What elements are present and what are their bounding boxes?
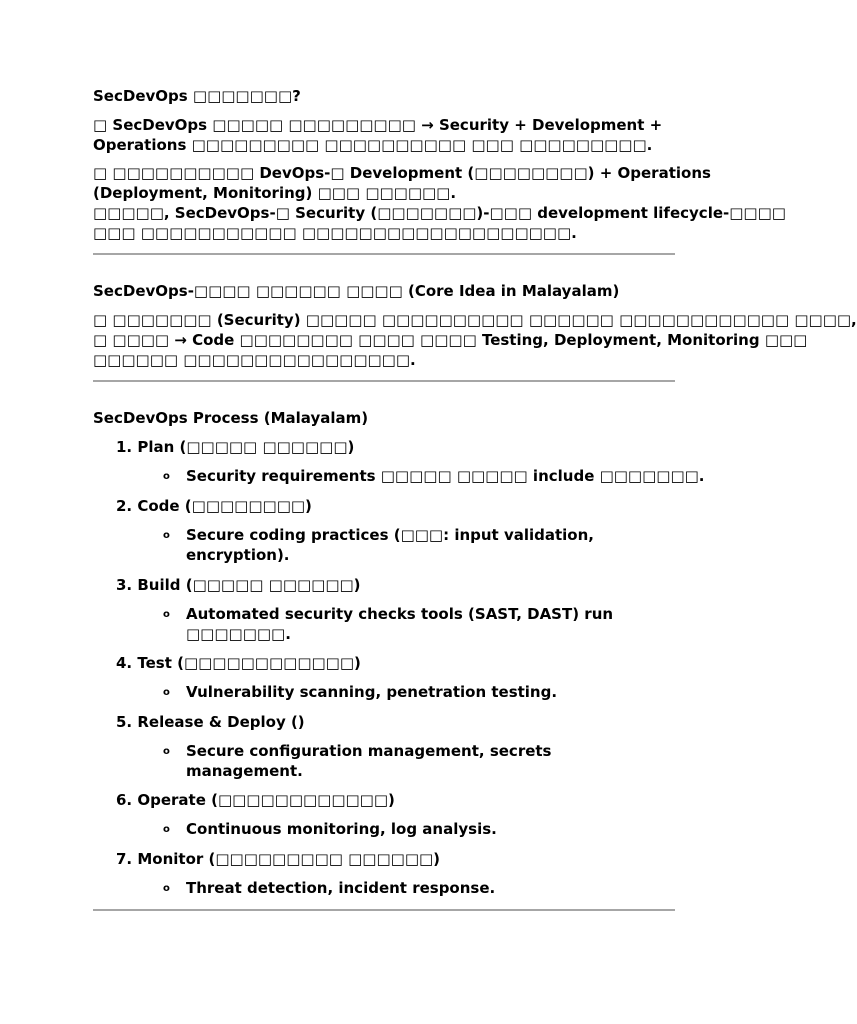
bullet-marker: o: [163, 824, 170, 835]
step-6-detail: [186, 819, 675, 839]
divider: [93, 380, 675, 382]
section1-p2-line3: □□□□□, SecDevOps-□ Security (□□□□□□□)-□□□ development lifecycle-□□□□: [93, 204, 786, 222]
step-1-title: 1. Plan (□□□□□ □□□□□□): [116, 438, 355, 456]
step-4-title: 4. Test (□□□□□□□□□□□□): [116, 654, 361, 672]
step-7-title: 7. Monitor (□□□□□□□□□ □□□□□□): [116, 850, 441, 868]
section1-p1-line1: □ SecDevOps □□□□□ □□□□□□□□□ → Security + Development +: [93, 116, 663, 134]
detail-line: Security requirements □□□□□ □□□□□ include □□□□□□□.: [186, 467, 705, 485]
step-1-detail: [186, 466, 705, 486]
section1-p2-line1: □ □□□□□□□□□□ DevOps-□ Development (□□□□□□□□) + Operations: [93, 164, 711, 182]
bullet-marker: o: [163, 746, 170, 757]
section2-p1-line1: □ □□□□□□□ (Security) □□□□□ □□□□□□□□□□ □□□□□□ □□□□□□□□□□□□ □□□□,: [93, 311, 857, 329]
step-3-detail: [186, 604, 675, 644]
bullet-marker: o: [163, 530, 170, 541]
step-2-detail: [186, 525, 675, 565]
section1-heading: SecDevOps □□□□□□□?: [93, 87, 301, 105]
step-3-title: 3. Build (□□□□□ □□□□□□): [116, 576, 361, 594]
detail-line: Secure coding practices (□□□: input validation,: [186, 526, 594, 544]
bullet-marker: o: [163, 883, 170, 894]
section2-p1-line3: □□□□□□ □□□□□□□□□□□□□□□□.: [93, 351, 416, 369]
step-2-title: 2. Code (□□□□□□□□): [116, 497, 312, 515]
step-7-detail: [186, 878, 675, 898]
detail-line: Vulnerability scanning, penetration testing.: [186, 683, 558, 701]
detail-line: Continuous monitoring, log analysis.: [186, 820, 497, 838]
step-4-detail: [186, 682, 675, 702]
detail-line: Threat detection, incident response.: [186, 879, 496, 897]
bullet-marker: o: [163, 609, 170, 620]
bullet-marker: o: [163, 687, 170, 698]
step-6-title: 6. Operate (□□□□□□□□□□□□): [116, 791, 395, 809]
detail-line: Automated security checks tools (SAST, DAST) run: [186, 605, 614, 623]
section2-heading: SecDevOps-□□□□ □□□□□□ □□□□ (Core Idea in Malayalam): [93, 282, 620, 300]
section1-p2-line4: □□□ □□□□□□□□□□□ □□□□□□□□□□□□□□□□□□□.: [93, 224, 577, 242]
detail-line: management.: [186, 762, 303, 780]
bullet-marker: o: [163, 471, 170, 482]
divider: [93, 253, 675, 255]
section3-heading: SecDevOps Process (Malayalam): [93, 409, 369, 427]
detail-line: encryption).: [186, 546, 290, 564]
section2-p1-line2: □ □□□□ → Code □□□□□□□□ □□□□ □□□□ Testing, Deployment, Monitoring □□□: [93, 331, 808, 349]
detail-line: □□□□□□□.: [186, 625, 291, 643]
divider: [93, 909, 675, 911]
step-5-detail: [186, 741, 675, 781]
step-5-title: 5. Release & Deploy (): [116, 713, 305, 731]
section1-p2-line2: (Deployment, Monitoring) □□□ □□□□□□.: [93, 184, 457, 202]
section1-p1-line2: Operations □□□□□□□□□ □□□□□□□□□□ □□□ □□□□□□□□□.: [93, 136, 653, 154]
detail-line: Secure configuration management, secrets: [186, 742, 552, 760]
